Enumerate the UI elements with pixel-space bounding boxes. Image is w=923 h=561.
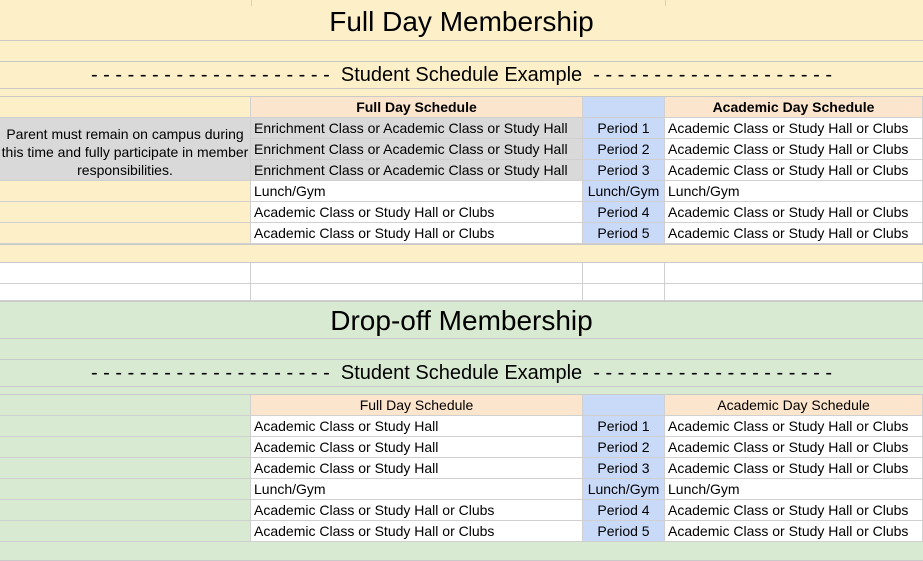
schedule-cell[interactable]: Lunch/Gym: [665, 479, 923, 500]
empty-cell[interactable]: [0, 500, 251, 521]
schedule-cell[interactable]: Academic Class or Study Hall or Clubs: [665, 500, 923, 521]
empty-cell[interactable]: [0, 202, 251, 223]
drop-off-example-heading[interactable]: - - - - - - - - - - - - - - - - - - - - Student Schedule Example - - - - - - - - - - - - - - - - - - - -: [0, 360, 923, 387]
empty-cell[interactable]: [251, 263, 583, 284]
schedule-cell[interactable]: Academic Class or Study Hall: [251, 416, 583, 437]
schedule-cell[interactable]: Academic Class or Study Hall or Clubs: [665, 223, 923, 244]
schedule-cell[interactable]: Enrichment Class or Academic Class or Study Hall: [251, 139, 583, 160]
schedule-cell[interactable]: Academic Class or Study Hall or Clubs: [665, 458, 923, 479]
empty-cell[interactable]: [251, 284, 583, 301]
period-header-cell[interactable]: [583, 395, 665, 416]
empty-cell[interactable]: [583, 284, 665, 301]
period-cell[interactable]: Lunch/Gym: [583, 181, 665, 202]
schedule-cell[interactable]: Lunch/Gym: [665, 181, 923, 202]
table-row: [0, 416, 923, 437]
full-day-example-heading[interactable]: - - - - - - - - - - - - - - - - - - - - Student Schedule Example - - - - - - - - - - - - - - - - - - - -: [0, 62, 923, 89]
period-cell[interactable]: Period 5: [583, 223, 665, 244]
empty-cell[interactable]: [583, 263, 665, 284]
period-cell[interactable]: Period 4: [583, 500, 665, 521]
period-cell[interactable]: Period 4: [583, 202, 665, 223]
full-day-header-row: [0, 97, 923, 118]
table-row: [0, 500, 923, 521]
table-row: [0, 458, 923, 479]
table-row: [0, 202, 923, 223]
schedule-cell[interactable]: Academic Class or Study Hall: [251, 458, 583, 479]
period-cell[interactable]: Period 1: [583, 416, 665, 437]
schedule-cell[interactable]: Academic Class or Study Hall or Clubs: [665, 139, 923, 160]
spacer-row[interactable]: [0, 339, 923, 360]
spacer-row[interactable]: [0, 244, 923, 263]
empty-cell[interactable]: [665, 284, 923, 301]
schedule-cell[interactable]: Academic Class or Study Hall or Clubs: [665, 118, 923, 139]
empty-cell[interactable]: [0, 97, 251, 118]
table-row: [0, 437, 923, 458]
schedule-cell[interactable]: Academic Class or Study Hall or Clubs: [251, 223, 583, 244]
blank-row: [0, 263, 923, 284]
full-day-schedule-header[interactable]: Full Day Schedule: [251, 97, 583, 118]
table-row: [0, 223, 923, 244]
schedule-cell[interactable]: Academic Class or Study Hall: [251, 437, 583, 458]
schedule-cell[interactable]: Academic Class or Study Hall or Clubs: [665, 416, 923, 437]
spacer-row: [0, 89, 923, 97]
empty-cell[interactable]: [0, 437, 251, 458]
table-row: [0, 521, 923, 542]
empty-cell[interactable]: [0, 284, 251, 301]
period-cell[interactable]: Period 5: [583, 521, 665, 542]
period-cell[interactable]: Period 2: [583, 139, 665, 160]
spacer-row[interactable]: [0, 41, 923, 62]
schedule-cell[interactable]: Lunch/Gym: [251, 181, 583, 202]
period-cell[interactable]: Period 2: [583, 437, 665, 458]
schedule-cell[interactable]: Academic Class or Study Hall or Clubs: [251, 521, 583, 542]
spacer-row: [0, 387, 923, 395]
period-cell[interactable]: Period 3: [583, 458, 665, 479]
schedule-cell[interactable]: Academic Class or Study Hall or Clubs: [665, 521, 923, 542]
table-row: [0, 181, 923, 202]
schedule-cell[interactable]: Academic Class or Study Hall or Clubs: [665, 202, 923, 223]
period-header-cell[interactable]: [583, 97, 665, 118]
schedule-cell[interactable]: Enrichment Class or Academic Class or Study Hall: [251, 160, 583, 181]
period-cell[interactable]: Period 3: [583, 160, 665, 181]
empty-cell[interactable]: [665, 263, 923, 284]
drop-off-title[interactable]: Drop-off Membership: [0, 301, 923, 339]
empty-cell[interactable]: [0, 479, 251, 500]
empty-cell[interactable]: [0, 223, 251, 244]
schedule-cell[interactable]: Enrichment Class or Academic Class or Study Hall: [251, 118, 583, 139]
period-cell[interactable]: Period 1: [583, 118, 665, 139]
schedule-cell[interactable]: Academic Class or Study Hall or Clubs: [251, 202, 583, 223]
full-day-title[interactable]: Full Day Membership: [0, 6, 923, 41]
academic-day-schedule-header[interactable]: Academic Day Schedule: [665, 97, 923, 118]
drop-off-header-row: [0, 395, 923, 416]
empty-cell[interactable]: [0, 181, 251, 202]
academic-day-schedule-header[interactable]: Academic Day Schedule: [665, 395, 923, 416]
spacer-row[interactable]: [0, 542, 923, 561]
empty-cell[interactable]: [0, 458, 251, 479]
empty-cell[interactable]: [0, 263, 251, 284]
period-cell[interactable]: Lunch/Gym: [583, 479, 665, 500]
schedule-cell[interactable]: Academic Class or Study Hall or Clubs: [665, 437, 923, 458]
schedule-cell[interactable]: Academic Class or Study Hall or Clubs: [251, 500, 583, 521]
empty-cell[interactable]: [0, 395, 251, 416]
table-row: [0, 479, 923, 500]
schedule-cell[interactable]: Academic Class or Study Hall or Clubs: [665, 160, 923, 181]
empty-cell[interactable]: [0, 416, 251, 437]
full-day-schedule-header[interactable]: Full Day Schedule: [251, 395, 583, 416]
schedule-cell[interactable]: Lunch/Gym: [251, 479, 583, 500]
parent-participation-note[interactable]: Parent must remain on campus during this time and fully participate in member responsibilities.: [0, 118, 251, 181]
blank-row: [0, 284, 923, 301]
empty-cell[interactable]: [0, 521, 251, 542]
